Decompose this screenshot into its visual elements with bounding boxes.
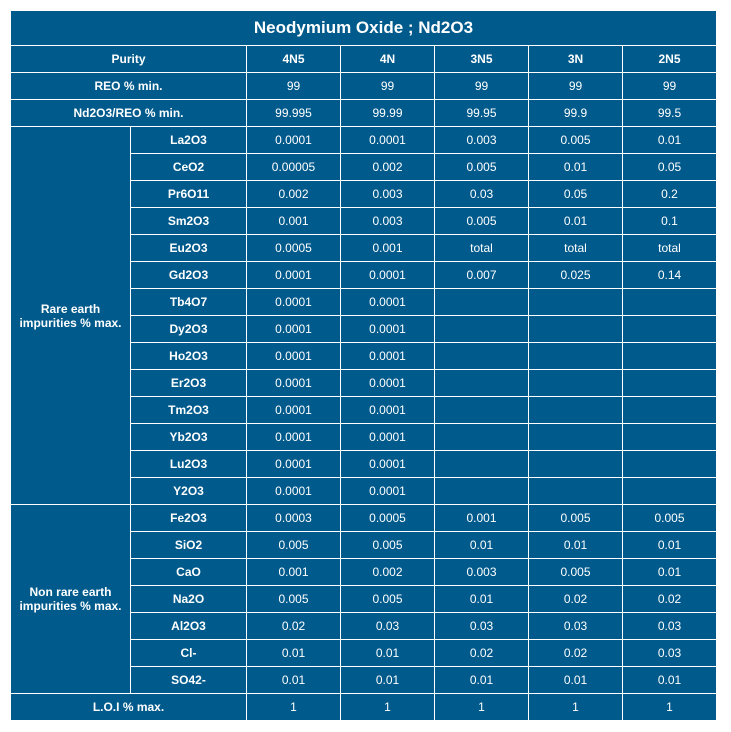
impurity-value: 0.002: [247, 181, 341, 208]
nd-reo-value: 99.5: [623, 100, 717, 127]
impurity-value: [623, 289, 717, 316]
reo-value: 99: [341, 73, 435, 100]
impurity-value: 0.03: [529, 613, 623, 640]
impurity-value: [435, 424, 529, 451]
impurity-value: 0.03: [623, 613, 717, 640]
impurity-value: 0.03: [623, 640, 717, 667]
impurity-value: 0.01: [529, 532, 623, 559]
impurity-value: [529, 316, 623, 343]
impurity-value: 0.01: [529, 154, 623, 181]
element-label: Cl-: [131, 640, 247, 667]
impurity-value: 0.0001: [341, 451, 435, 478]
element-label: Tm2O3: [131, 397, 247, 424]
impurity-value: 0.005: [247, 586, 341, 613]
impurity-value: 0.01: [435, 667, 529, 694]
loi-row: [11, 694, 717, 721]
impurity-value: 0.001: [247, 208, 341, 235]
impurity-value: 0.005: [247, 532, 341, 559]
loi-value: 1: [623, 694, 717, 721]
purity-label: Purity: [11, 46, 247, 73]
impurity-value: 0.03: [341, 613, 435, 640]
impurity-value: [529, 397, 623, 424]
element-label: Tb4O7: [131, 289, 247, 316]
impurity-value: [623, 316, 717, 343]
loi-label: L.O.I % max.: [11, 694, 247, 721]
impurity-value: [435, 451, 529, 478]
impurity-value: [623, 370, 717, 397]
element-label: Gd2O3: [131, 262, 247, 289]
grade-header: 2N5: [623, 46, 717, 73]
element-label: Na2O: [131, 586, 247, 613]
table-title: Neodymium Oxide ; Nd2O3: [11, 11, 717, 46]
group-label: Non rare earth impurities % max.: [11, 505, 131, 694]
impurity-value: [435, 370, 529, 397]
impurity-value: 0.0005: [341, 505, 435, 532]
group-label: Rare earth impurities % max.: [11, 127, 131, 505]
grade-header: 4N5: [247, 46, 341, 73]
impurity-value: 0.01: [529, 667, 623, 694]
impurity-value: 0.0001: [341, 424, 435, 451]
impurity-value: 0.01: [341, 667, 435, 694]
impurity-value: [529, 343, 623, 370]
impurity-value: [435, 478, 529, 505]
impurity-value: [529, 370, 623, 397]
impurity-value: 0.0001: [341, 397, 435, 424]
impurity-value: 0.005: [435, 154, 529, 181]
impurity-value: 0.0001: [341, 478, 435, 505]
impurity-value: 0.0001: [247, 424, 341, 451]
impurity-value: 0.0001: [247, 289, 341, 316]
loi-value: 1: [247, 694, 341, 721]
impurity-value: 0.01: [623, 532, 717, 559]
element-label: CeO2: [131, 154, 247, 181]
reo-value: 99: [435, 73, 529, 100]
impurity-value: 0.005: [529, 505, 623, 532]
impurity-value: 0.01: [623, 127, 717, 154]
impurity-value: [435, 316, 529, 343]
impurity-value: 0.003: [435, 127, 529, 154]
impurity-value: 0.001: [247, 559, 341, 586]
impurity-value: 0.1: [623, 208, 717, 235]
element-label: Ho2O3: [131, 343, 247, 370]
impurity-value: 0.002: [341, 559, 435, 586]
impurity-value: 0.05: [529, 181, 623, 208]
impurity-value: 0.005: [623, 505, 717, 532]
title-row: [11, 11, 717, 46]
reo-value: 99: [623, 73, 717, 100]
grade-header: 3N: [529, 46, 623, 73]
impurity-value: 0.0001: [247, 370, 341, 397]
impurity-value: 0.001: [435, 505, 529, 532]
element-label: Fe2O3: [131, 505, 247, 532]
impurity-value: 0.0005: [247, 235, 341, 262]
impurity-value: 0.00005: [247, 154, 341, 181]
grade-header: 4N: [341, 46, 435, 73]
impurity-value: 0.01: [341, 640, 435, 667]
impurity-value: 0.0001: [247, 451, 341, 478]
impurity-value: total: [623, 235, 717, 262]
loi-value: 1: [341, 694, 435, 721]
impurity-value: 0.0001: [341, 316, 435, 343]
impurity-value: 0.01: [623, 559, 717, 586]
impurity-value: [623, 451, 717, 478]
impurity-value: [529, 289, 623, 316]
nd-reo-value: 99.9: [529, 100, 623, 127]
impurity-value: 0.003: [341, 181, 435, 208]
impurity-value: 0.01: [435, 586, 529, 613]
impurity-value: 0.02: [529, 640, 623, 667]
impurity-value: 0.0001: [341, 127, 435, 154]
impurity-value: [435, 397, 529, 424]
reo-value: 99: [247, 73, 341, 100]
element-label: Eu2O3: [131, 235, 247, 262]
impurity-value: 0.005: [341, 532, 435, 559]
impurity-value: 0.0001: [341, 370, 435, 397]
impurity-value: 0.01: [247, 640, 341, 667]
non-rare-earth-row: [11, 505, 717, 532]
nd-reo-value: 99.995: [247, 100, 341, 127]
impurity-value: 0.0003: [247, 505, 341, 532]
element-label: La2O3: [131, 127, 247, 154]
impurity-value: 0.01: [529, 208, 623, 235]
nd-reo-value: 99.95: [435, 100, 529, 127]
element-label: Lu2O3: [131, 451, 247, 478]
nd-reo-row: [11, 100, 717, 127]
impurity-value: 0.0001: [247, 478, 341, 505]
impurity-value: [529, 478, 623, 505]
element-label: Sm2O3: [131, 208, 247, 235]
impurity-value: 0.03: [435, 613, 529, 640]
impurity-value: [529, 451, 623, 478]
impurity-value: 0.14: [623, 262, 717, 289]
impurity-value: 0.002: [341, 154, 435, 181]
impurity-value: 0.05: [623, 154, 717, 181]
element-label: CaO: [131, 559, 247, 586]
grade-header: 3N5: [435, 46, 529, 73]
impurity-value: [623, 424, 717, 451]
element-label: SiO2: [131, 532, 247, 559]
reo-value: 99: [529, 73, 623, 100]
impurity-value: 0.025: [529, 262, 623, 289]
element-label: Dy2O3: [131, 316, 247, 343]
impurity-value: total: [435, 235, 529, 262]
impurity-value: 0.02: [435, 640, 529, 667]
element-label: Yb2O3: [131, 424, 247, 451]
element-label: Y2O3: [131, 478, 247, 505]
impurity-value: 0.01: [247, 667, 341, 694]
nd-reo-value: 99.99: [341, 100, 435, 127]
impurity-value: 0.005: [435, 208, 529, 235]
spec-table-container: [10, 10, 717, 721]
purity-header-row: [11, 46, 717, 73]
impurity-value: [529, 424, 623, 451]
impurity-value: 0.0001: [247, 316, 341, 343]
impurity-value: 0.003: [435, 559, 529, 586]
impurity-value: 0.007: [435, 262, 529, 289]
element-label: Pr6O11: [131, 181, 247, 208]
impurity-value: 0.005: [341, 586, 435, 613]
impurity-value: total: [529, 235, 623, 262]
element-label: Al2O3: [131, 613, 247, 640]
loi-value: 1: [435, 694, 529, 721]
impurity-value: 0.0001: [247, 343, 341, 370]
impurity-value: [623, 478, 717, 505]
impurity-value: 0.0001: [341, 343, 435, 370]
element-label: SO42-: [131, 667, 247, 694]
impurity-value: [435, 289, 529, 316]
impurity-value: 0.005: [529, 127, 623, 154]
impurity-value: 0.0001: [247, 262, 341, 289]
rare-earth-row: [11, 127, 717, 154]
impurity-value: 0.01: [435, 532, 529, 559]
impurity-value: 0.2: [623, 181, 717, 208]
impurity-value: 0.0001: [247, 397, 341, 424]
impurity-value: 0.0001: [247, 127, 341, 154]
impurity-value: 0.0001: [341, 262, 435, 289]
element-label: Er2O3: [131, 370, 247, 397]
impurity-value: [623, 397, 717, 424]
impurity-value: 0.0001: [341, 289, 435, 316]
reo-label: REO % min.: [11, 73, 247, 100]
impurity-value: 0.01: [623, 667, 717, 694]
impurity-value: [435, 343, 529, 370]
nd-reo-label: Nd2O3/REO % min.: [11, 100, 247, 127]
impurity-value: 0.02: [529, 586, 623, 613]
purity-spec-table: [10, 10, 717, 721]
reo-row: [11, 73, 717, 100]
impurity-value: 0.02: [623, 586, 717, 613]
impurity-value: [623, 343, 717, 370]
impurity-value: 0.001: [341, 235, 435, 262]
impurity-value: 0.03: [435, 181, 529, 208]
impurity-value: 0.02: [247, 613, 341, 640]
impurity-value: 0.005: [529, 559, 623, 586]
loi-value: 1: [529, 694, 623, 721]
impurity-value: 0.003: [341, 208, 435, 235]
